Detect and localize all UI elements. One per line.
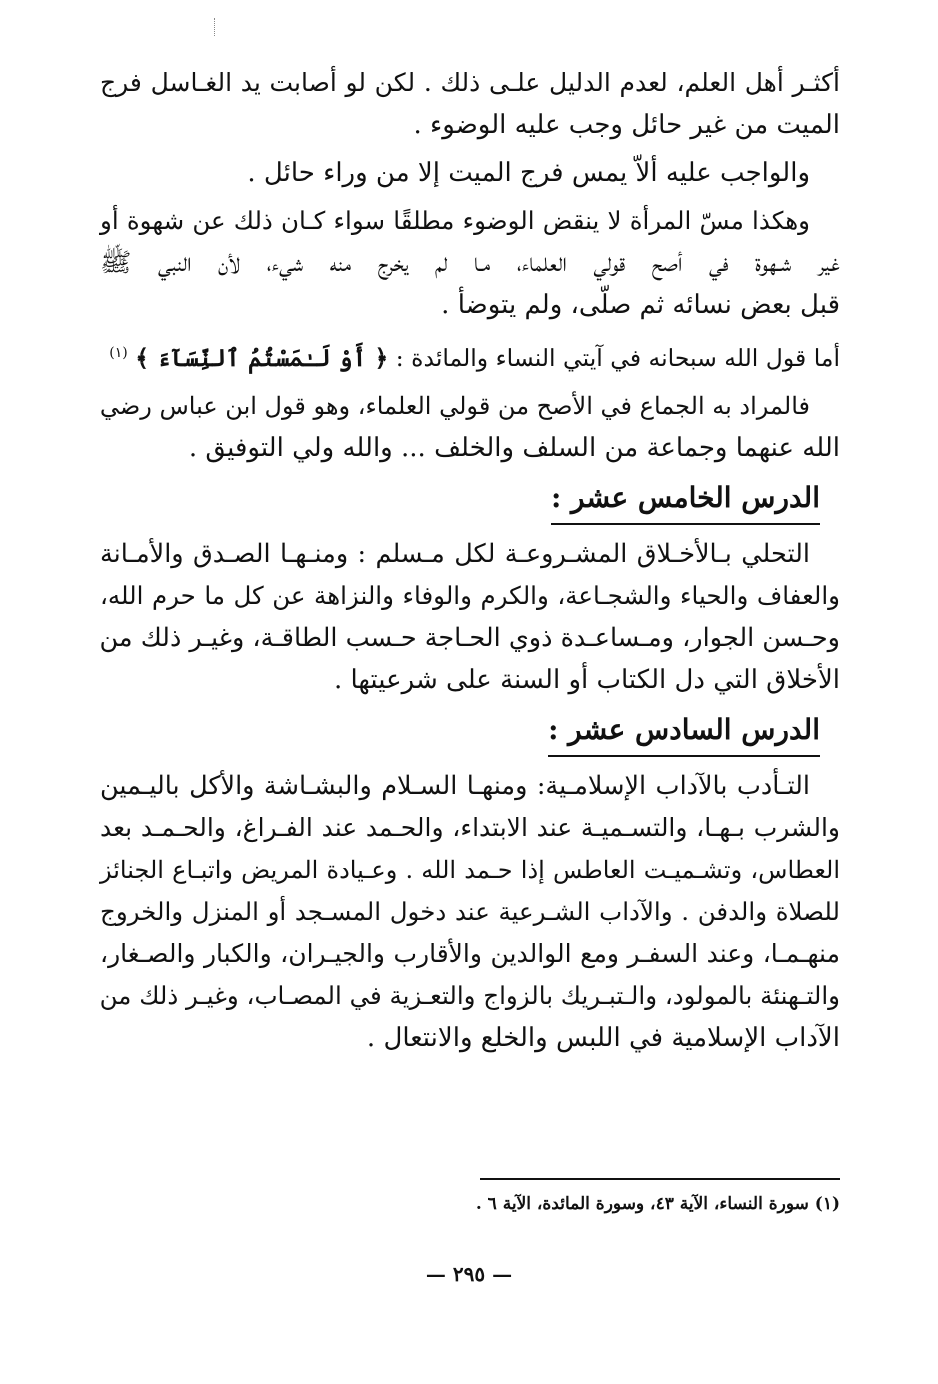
footnote-divider xyxy=(480,1178,840,1180)
text-line: وحـسن الجوار، ومـساعـدة ذوي الحـاجة حـسب الطاقـة، وغيـر ذلك من xyxy=(99,622,840,653)
text-line: فالمراد به الجماع في الأصح من قولي العلماء، وهو قول ابن عباس رضي xyxy=(99,391,810,420)
text-line: التـأدب بالآداب الإسلامـية: ومنهـا السـلام والبشـاشة والأكل باليـمين xyxy=(100,770,810,801)
text-line: والشرب بـهـا، والتسـميـة عند الابتداء، والحـمد عند الفـراغ، والحـمـد بعد xyxy=(100,812,840,842)
text-line: التحلي بـالأخـلاق المشـروعـة لكل مـسلم : ومنـهـا الصـدق والأمـانة xyxy=(100,538,810,569)
paragraph-1 xyxy=(100,62,840,146)
footnote: (١) سورة النساء، الآية ٤٣، وسورة المائدة، الآية ٦ . xyxy=(475,1194,840,1214)
text-line: قبل بعض نسائه ثم صلّى، ولم يتوضأ . xyxy=(441,290,840,320)
text-line: الله عنهما وجماعة من السلف والخلف ... والله ولي التوفيق . xyxy=(188,432,840,463)
text-line: الأخلاق التي دل الكتاب أو السنة على شرعيتها . xyxy=(333,664,840,695)
text-line: منهـمـا، وعند السفـر ومع الوالدين والأقارب والجيـران، والكبار والصـغار، xyxy=(100,938,840,968)
text-line: والعفاف والحياء والشجـاعة، والكرم والوفاء والنزاهة عن كل ما حرم الله، xyxy=(100,580,840,610)
page-number: — ٢٩٥ — xyxy=(425,1262,513,1286)
paragraph-2 xyxy=(100,152,840,194)
text-line: غير شـهوة في أصح قولي العلماء، مـا لم يخرج منه شيء، لأن النبي ﷺ xyxy=(100,248,840,278)
text-line: الآداب الإسلامية في اللبس والخلع والانتعال . xyxy=(366,1022,840,1053)
paragraph-5 xyxy=(100,385,840,469)
page-body xyxy=(100,62,840,1065)
quote-intro: أما قول الله سبحانه في آيتي النساء والمائدة : xyxy=(395,343,840,372)
lesson-15-heading xyxy=(100,475,840,525)
text-line: وهكذا مسّ المرأة لا ينقض الوضوء مطلقًا سواء كـان ذلك عن شهوة أو xyxy=(100,206,810,235)
paragraph-6 xyxy=(100,533,840,701)
text-line: والتـهنئة بالمولود، والـتبـريك بالزواج والتعـزية في المصـاب، وغيـر ذلك من xyxy=(99,980,840,1010)
heading-text: الدرس السادس عشر : xyxy=(548,707,820,757)
paragraph-3 xyxy=(100,200,840,326)
lesson-16-heading xyxy=(100,707,840,757)
footnote-marker[interactable]: (١) xyxy=(109,345,128,361)
text-line: للصلاة والدفن . والآداب الشـرعية عند دخول المسـجد أو المنزل والخروج xyxy=(100,896,840,926)
scan-mark xyxy=(214,18,217,36)
text-line: أكثـر أهل العلم، لعدم الدليل علـى ذلك . لكن لو أصابت يد الغـاسل فرج xyxy=(100,68,840,97)
paragraph-7 xyxy=(100,765,840,1059)
text-line: العطاس، وتشـميـت العاطس إذا حـمد الله . وعـيادة المريض واتبـاع الجنائز xyxy=(100,855,840,884)
heading-text: الدرس الخامس عشر : xyxy=(551,475,820,525)
paragraph-4 xyxy=(100,332,840,379)
text-line: الميت من غير حائل وجب عليه الوضوء . xyxy=(413,110,840,140)
quran-verse: ﴿ أَوْ لَـٰمَسْتُمُ ٱلنِّسَآءَ ﴾ xyxy=(135,343,389,372)
text-line: والواجب عليه ألاّ يمس فرج الميت إلا من وراء حائل . xyxy=(247,158,810,188)
quran-quote-line xyxy=(100,332,840,379)
